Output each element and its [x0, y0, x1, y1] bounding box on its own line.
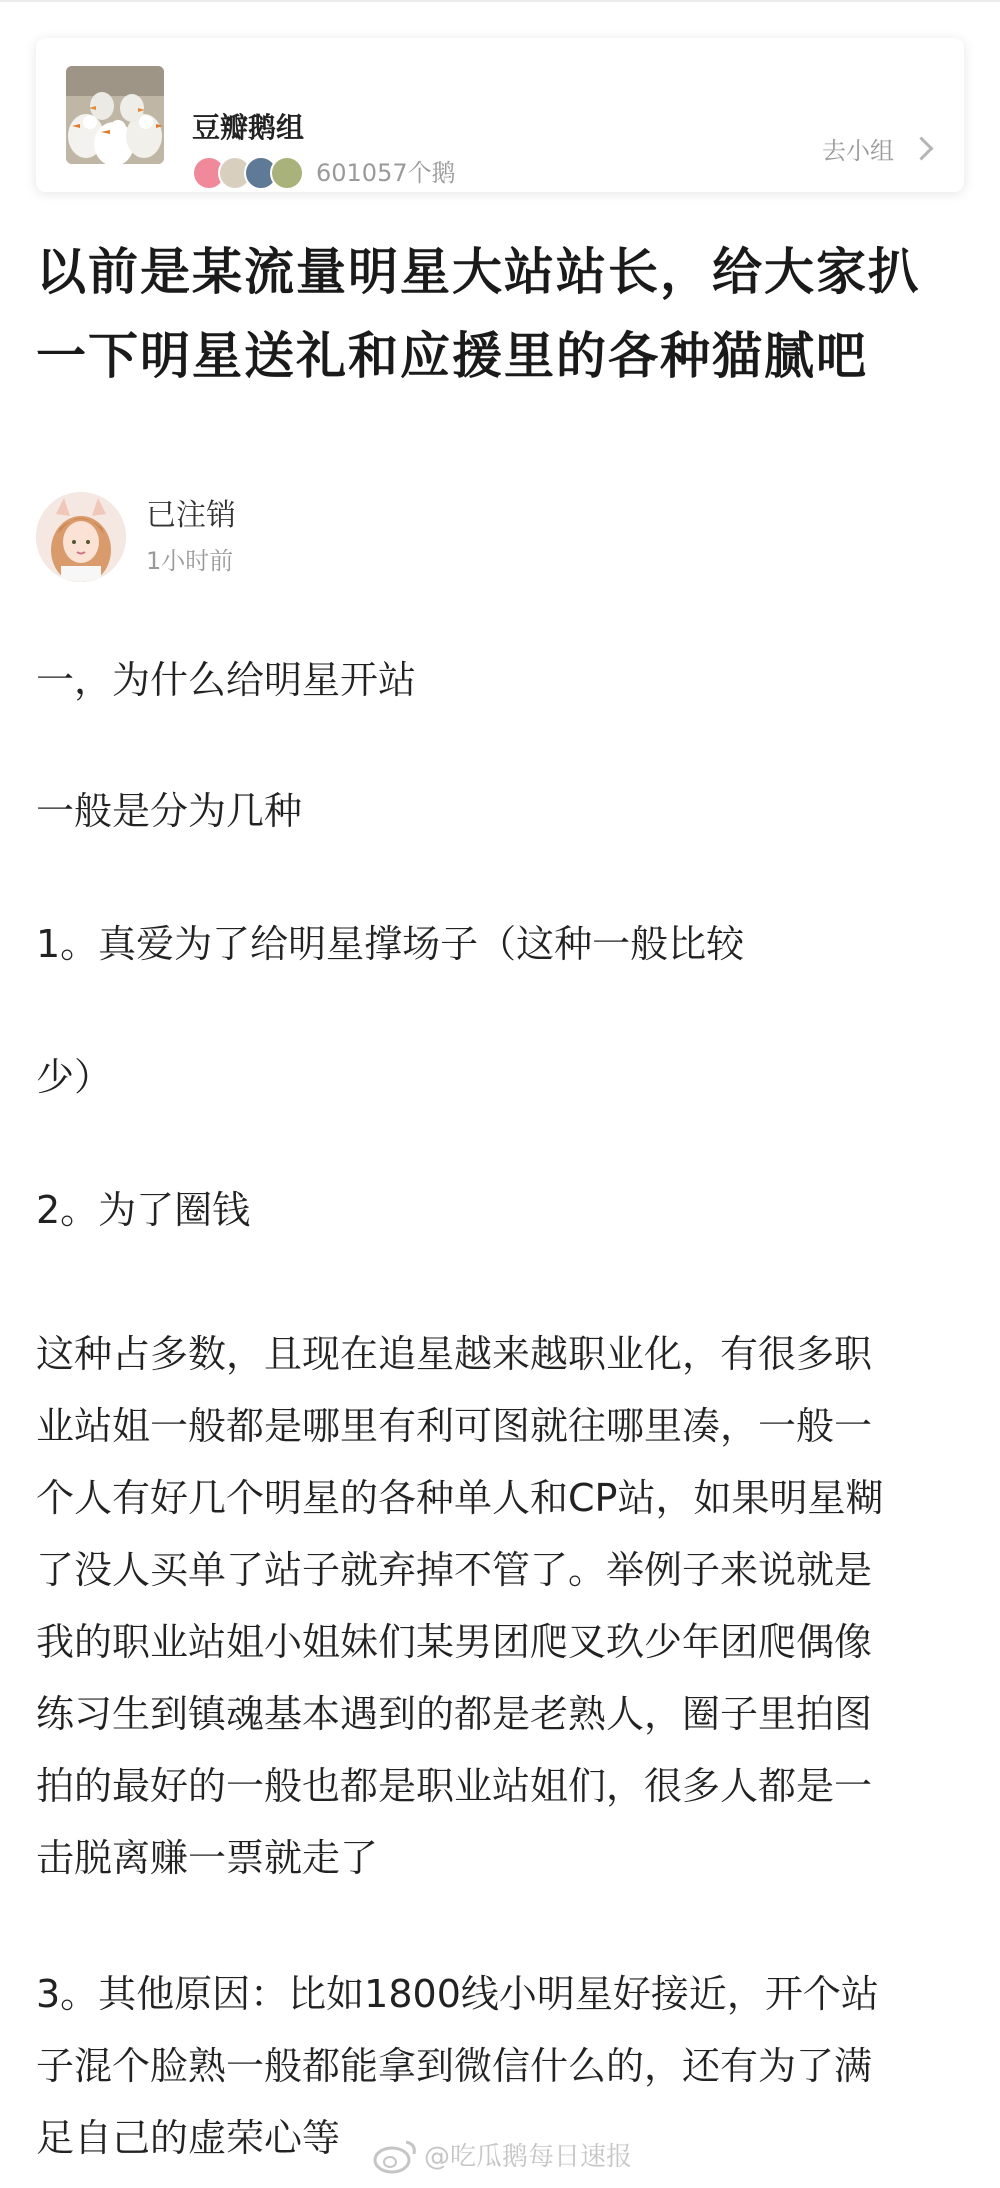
member-count: 601057个鹅 — [316, 159, 456, 187]
body-paragraph: 个人有好几个明星的各种单人和CP站，如果明星糊 — [36, 1476, 884, 1520]
body-paragraph: 了没人买单了站子就弃掉不管了。举例子来说就是 — [36, 1548, 873, 1592]
group-name[interactable]: 豆瓣鹅组 — [192, 111, 305, 144]
chevron-right-icon[interactable] — [909, 136, 933, 160]
author-avatar[interactable] — [36, 492, 126, 582]
body-paragraph: 子混个脸熟一般都能拿到微信什么的，还有为了满 — [36, 2044, 873, 2088]
post-time: 1小时前 — [146, 547, 234, 575]
body-paragraph: 练习生到镇魂基本遇到的都是老熟人，圈子里拍图 — [36, 1692, 873, 1736]
weibo-logo-icon — [372, 2136, 420, 2176]
author-name[interactable]: 已注销 — [146, 498, 236, 533]
watermark: @吃瓜鹅每日速报 — [424, 2142, 633, 2172]
group-card[interactable] — [36, 38, 964, 192]
body-paragraph: 拍的最好的一般也都是职业站姐们，很多人都是一 — [36, 1764, 873, 1808]
member-avatar — [270, 156, 304, 190]
goto-group-link[interactable]: 去小组 — [822, 137, 894, 165]
body-paragraph: 3。其他原因：比如1800线小明星好接近，开个站 — [36, 1972, 879, 2016]
body-paragraph: 击脱离赚一票就走了 — [36, 1836, 379, 1880]
post-title: 以前是某流量明星大站站长，给大家扒一下明星送礼和应援里的各种猫腻吧 — [36, 243, 920, 385]
body-paragraph: 足自己的虚荣心等 — [36, 2116, 341, 2160]
body-paragraph: 业站姐一般都是哪里有利可图就往哪里凑，一般一 — [36, 1404, 873, 1448]
top-divider — [0, 0, 1000, 2]
body-paragraph: 2。为了圈钱 — [36, 1188, 251, 1232]
body-paragraph: 少） — [36, 1055, 113, 1099]
group-thumbnail — [66, 66, 164, 164]
body-paragraph: 一般是分为几种 — [36, 789, 303, 833]
body-paragraph: 我的职业站姐小姐妹们某男团爬叉玖少年团爬偶像 — [36, 1620, 873, 1664]
body-paragraph: 一，为什么给明星开站 — [36, 658, 417, 702]
body-paragraph: 1。真爱为了给明星撑场子（这种一般比较 — [36, 922, 745, 966]
body-paragraph: 这种占多数，且现在追星越来越职业化，有很多职 — [36, 1332, 873, 1376]
member-avatars — [192, 156, 312, 192]
